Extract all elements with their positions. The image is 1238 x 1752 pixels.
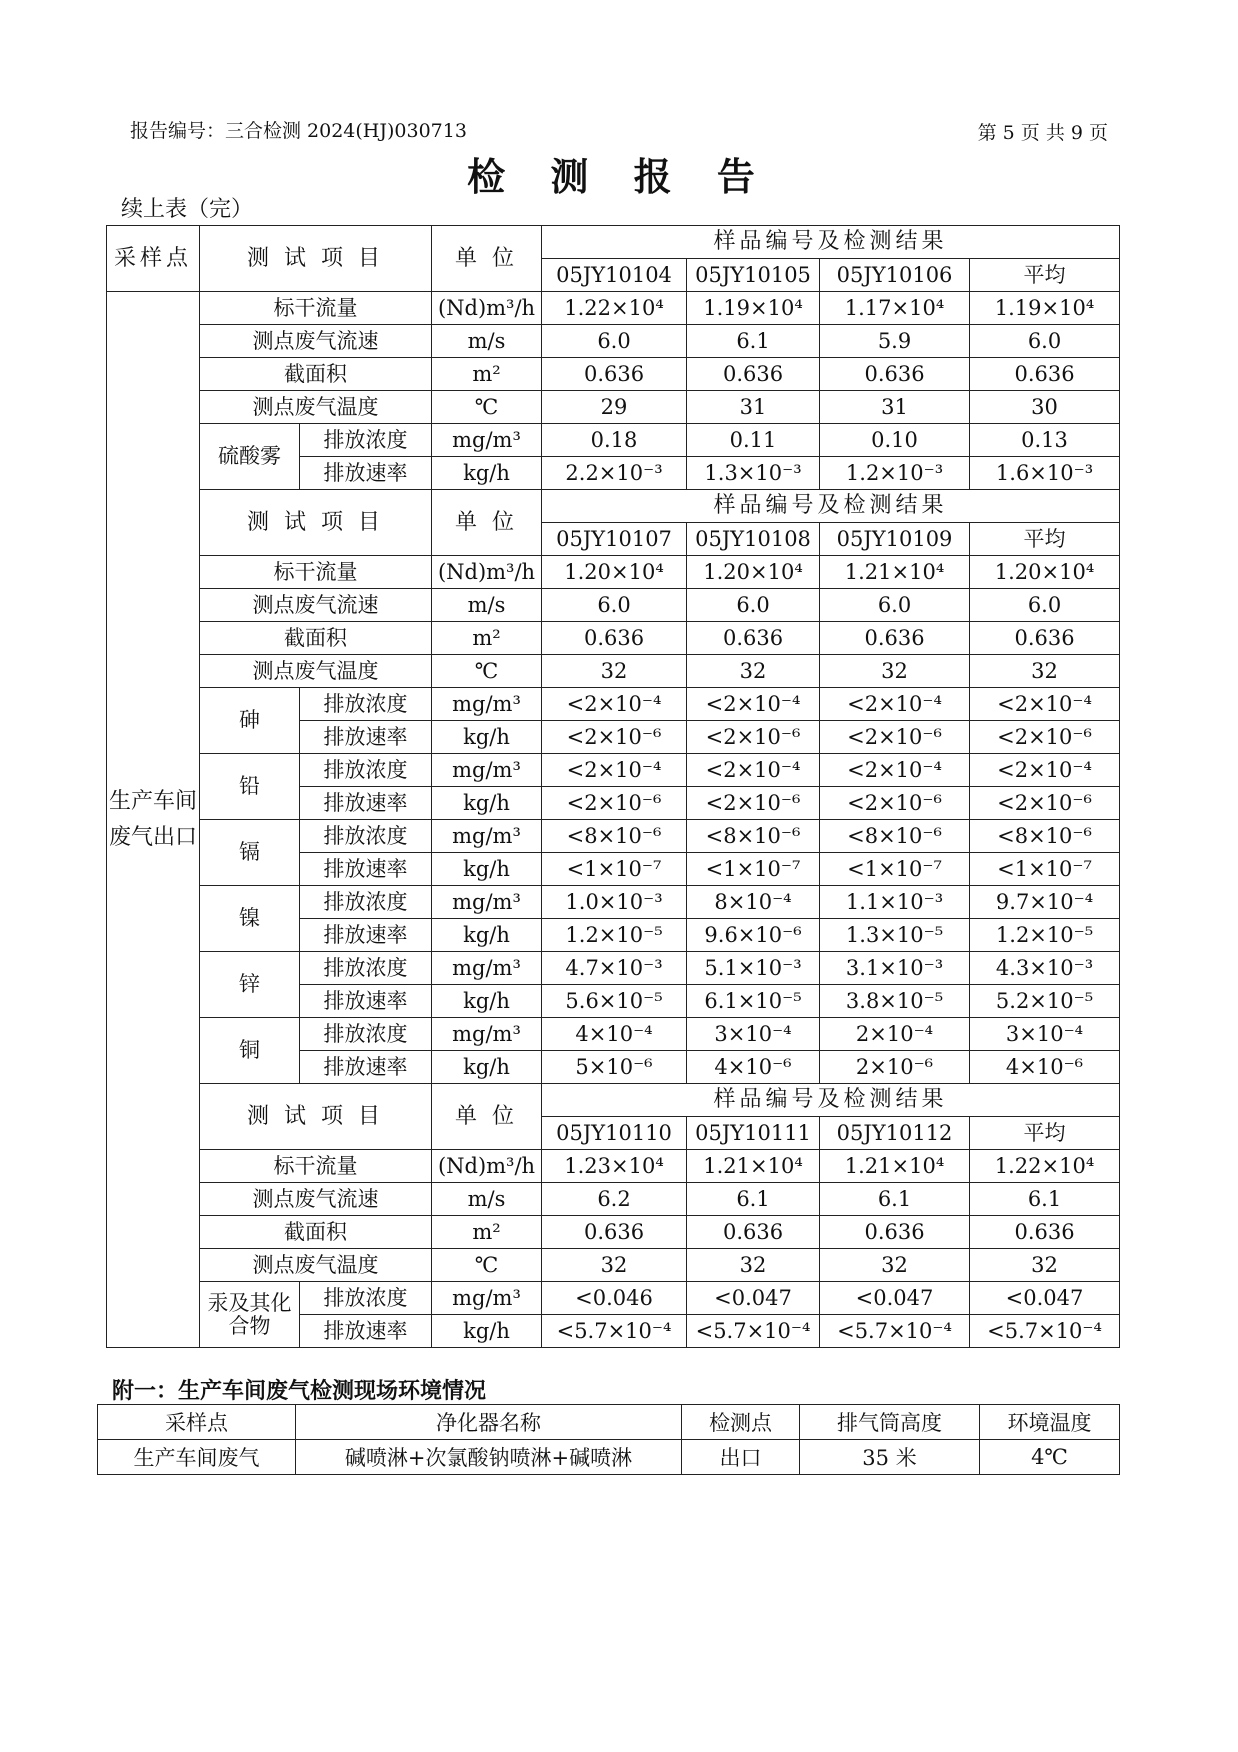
- value-cell: 1.22×10⁴: [542, 292, 687, 325]
- table-row: [107, 1150, 1120, 1183]
- sample-id-cell: 05JY10106: [820, 259, 970, 292]
- env-header-cell: 环境温度: [980, 1405, 1120, 1440]
- value-cell: 32: [970, 655, 1120, 688]
- table-row: [107, 820, 1120, 853]
- value-cell: 6.0: [820, 589, 970, 622]
- unit-cell: kg/h: [432, 787, 542, 820]
- unit-header: 单 位: [432, 490, 542, 556]
- value-cell: 1.20×10⁴: [687, 556, 820, 589]
- value-cell: <2×10⁻⁴: [687, 754, 820, 787]
- test-item-header: 测 试 项 目: [200, 490, 432, 556]
- value-cell: <8×10⁻⁶: [820, 820, 970, 853]
- test-item-cell: 排放速率: [300, 1051, 432, 1084]
- unit-cell: (Nd)m³/h: [432, 1150, 542, 1183]
- value-cell: <2×10⁻⁶: [542, 787, 687, 820]
- value-cell: 6.1×10⁻⁵: [687, 985, 820, 1018]
- test-item-header: 测 试 项 目: [200, 226, 432, 292]
- test-item-cell: 排放速率: [300, 1315, 432, 1348]
- table-row: [107, 556, 1120, 589]
- test-item-cell: 截面积: [200, 1216, 432, 1249]
- results-header: 样品编号及检测结果: [542, 226, 1120, 259]
- table-row: [107, 1249, 1120, 1282]
- test-item-cell: 排放浓度: [300, 424, 432, 457]
- test-item-cell: 排放速率: [300, 457, 432, 490]
- value-cell: 32: [820, 1249, 970, 1282]
- env-cell: 碱喷淋+次氯酸钠喷淋+碱喷淋: [296, 1440, 682, 1475]
- sample-id-cell: 05JY10108: [687, 523, 820, 556]
- value-cell: 3×10⁻⁴: [687, 1018, 820, 1051]
- value-cell: 1.21×10⁴: [687, 1150, 820, 1183]
- env-cell: 35 米: [800, 1440, 980, 1475]
- value-cell: 1.17×10⁴: [820, 292, 970, 325]
- value-cell: <5.7×10⁻⁴: [970, 1315, 1120, 1348]
- env-header-cell: 采样点: [98, 1405, 296, 1440]
- environment-header-row: [98, 1405, 1120, 1440]
- value-cell: 32: [970, 1249, 1120, 1282]
- results-header: 样品编号及检测结果: [542, 490, 1120, 523]
- value-cell: 0.636: [542, 622, 687, 655]
- value-cell: 6.0: [687, 589, 820, 622]
- value-cell: 1.20×10⁴: [542, 556, 687, 589]
- unit-cell: mg/m³: [432, 886, 542, 919]
- value-cell: <2×10⁻⁶: [970, 721, 1120, 754]
- unit-header: 单 位: [432, 226, 542, 292]
- table-row: [107, 1216, 1120, 1249]
- value-cell: <8×10⁻⁶: [687, 820, 820, 853]
- value-cell: 6.1: [687, 325, 820, 358]
- unit-cell: mg/m³: [432, 1018, 542, 1051]
- value-cell: 30: [970, 391, 1120, 424]
- value-cell: <0.047: [820, 1282, 970, 1315]
- env-cell: 出口: [682, 1440, 800, 1475]
- test-item-cell: 测点废气温度: [200, 391, 432, 424]
- value-cell: <5.7×10⁻⁴: [820, 1315, 970, 1348]
- value-cell: 0.13: [970, 424, 1120, 457]
- env-cell: 4℃: [980, 1440, 1120, 1475]
- test-item-cell: 排放速率: [300, 787, 432, 820]
- unit-cell: mg/m³: [432, 424, 542, 457]
- value-cell: 0.636: [542, 358, 687, 391]
- value-cell: <2×10⁻⁴: [970, 754, 1120, 787]
- value-cell: 9.6×10⁻⁶: [687, 919, 820, 952]
- unit-cell: m/s: [432, 589, 542, 622]
- value-cell: <1×10⁻⁷: [820, 853, 970, 886]
- test-item-cell: 排放浓度: [300, 1282, 432, 1315]
- value-cell: 6.0: [970, 325, 1120, 358]
- value-cell: 6.0: [542, 325, 687, 358]
- report-title: 检 测 报 告: [467, 154, 771, 199]
- env-header-cell: 排气筒高度: [800, 1405, 980, 1440]
- table-continuation-label: 续上表（完）: [121, 197, 254, 222]
- value-cell: 6.1: [970, 1183, 1120, 1216]
- value-cell: 4×10⁻⁶: [687, 1051, 820, 1084]
- value-cell: 0.636: [970, 358, 1120, 391]
- value-cell: <8×10⁻⁶: [542, 820, 687, 853]
- value-cell: <2×10⁻⁶: [687, 721, 820, 754]
- value-cell: 0.10: [820, 424, 970, 457]
- value-cell: 4.3×10⁻³: [970, 952, 1120, 985]
- table-row: [107, 655, 1120, 688]
- test-item-cell: 测点废气温度: [200, 1249, 432, 1282]
- unit-cell: kg/h: [432, 721, 542, 754]
- unit-cell: m²: [432, 358, 542, 391]
- sampling-point-header: 采样点: [107, 226, 200, 292]
- value-cell: 0.636: [820, 358, 970, 391]
- value-cell: 5.6×10⁻⁵: [542, 985, 687, 1018]
- results-header: 样品编号及检测结果: [542, 1084, 1120, 1117]
- value-cell: 32: [687, 655, 820, 688]
- value-cell: <1×10⁻⁷: [542, 853, 687, 886]
- test-item-cell: 截面积: [200, 358, 432, 391]
- test-item-cell: 排放速率: [300, 985, 432, 1018]
- value-cell: 0.18: [542, 424, 687, 457]
- test-item-cell: 排放浓度: [300, 754, 432, 787]
- value-cell: 1.19×10⁴: [970, 292, 1120, 325]
- unit-cell: m²: [432, 622, 542, 655]
- env-cell: 生产车间废气: [98, 1440, 296, 1475]
- unit-cell: mg/m³: [432, 952, 542, 985]
- unit-cell: kg/h: [432, 1315, 542, 1348]
- unit-cell: m/s: [432, 1183, 542, 1216]
- unit-cell: (Nd)m³/h: [432, 292, 542, 325]
- value-cell: 0.636: [820, 1216, 970, 1249]
- value-cell: 1.3×10⁻⁵: [820, 919, 970, 952]
- value-cell: <1×10⁻⁷: [970, 853, 1120, 886]
- value-cell: <0.047: [970, 1282, 1120, 1315]
- value-cell: 0.636: [970, 1216, 1120, 1249]
- value-cell: 1.23×10⁴: [542, 1150, 687, 1183]
- value-cell: 1.0×10⁻³: [542, 886, 687, 919]
- test-item-cell: 排放速率: [300, 721, 432, 754]
- value-cell: 1.1×10⁻³: [820, 886, 970, 919]
- value-cell: 5.2×10⁻⁵: [970, 985, 1120, 1018]
- sample-id-cell: 平均: [970, 1117, 1120, 1150]
- env-header-cell: 检测点: [682, 1405, 800, 1440]
- value-cell: 0.636: [687, 358, 820, 391]
- table-row: [107, 424, 1120, 457]
- value-cell: <2×10⁻⁴: [820, 688, 970, 721]
- value-cell: 6.1: [820, 1183, 970, 1216]
- value-cell: 1.21×10⁴: [820, 556, 970, 589]
- env-header-cell: 净化器名称: [296, 1405, 682, 1440]
- unit-cell: (Nd)m³/h: [432, 556, 542, 589]
- value-cell: <2×10⁻⁴: [820, 754, 970, 787]
- value-cell: 4×10⁻⁴: [542, 1018, 687, 1051]
- value-cell: 1.2×10⁻⁵: [970, 919, 1120, 952]
- table-row: [107, 325, 1120, 358]
- test-item-cell: 标干流量: [200, 556, 432, 589]
- test-item-cell: 排放速率: [300, 853, 432, 886]
- value-cell: 1.3×10⁻³: [687, 457, 820, 490]
- unit-cell: kg/h: [432, 853, 542, 886]
- environment-data-row: [98, 1440, 1120, 1475]
- value-cell: 5.9: [820, 325, 970, 358]
- value-cell: <2×10⁻⁶: [970, 787, 1120, 820]
- value-cell: 0.636: [970, 622, 1120, 655]
- test-item-cell: 排放浓度: [300, 1018, 432, 1051]
- value-cell: 29: [542, 391, 687, 424]
- sample-id-cell: 05JY10104: [542, 259, 687, 292]
- unit-cell: kg/h: [432, 985, 542, 1018]
- value-cell: 2×10⁻⁶: [820, 1051, 970, 1084]
- test-item-cell: 排放速率: [300, 919, 432, 952]
- value-cell: 1.22×10⁴: [970, 1150, 1120, 1183]
- test-item-cell: 排放浓度: [300, 952, 432, 985]
- unit-cell: kg/h: [432, 457, 542, 490]
- pollutant-name-cell: 锌: [200, 952, 300, 1018]
- value-cell: <2×10⁻⁶: [820, 721, 970, 754]
- value-cell: <2×10⁻⁶: [542, 721, 687, 754]
- unit-cell: kg/h: [432, 919, 542, 952]
- table-row: [107, 292, 1120, 325]
- table-row: [107, 688, 1120, 721]
- value-cell: 6.1: [687, 1183, 820, 1216]
- value-cell: 1.2×10⁻⁵: [542, 919, 687, 952]
- value-cell: 4×10⁻⁶: [970, 1051, 1120, 1084]
- value-cell: 5×10⁻⁶: [542, 1051, 687, 1084]
- test-item-cell: 测点废气温度: [200, 655, 432, 688]
- pollutant-name-cell: 铅: [200, 754, 300, 820]
- unit-cell: ℃: [432, 391, 542, 424]
- attachment-title: 附一：生产车间废气检测现场环境情况: [112, 1378, 487, 1404]
- value-cell: <0.046: [542, 1282, 687, 1315]
- value-cell: <5.7×10⁻⁴: [542, 1315, 687, 1348]
- test-item-cell: 排放浓度: [300, 688, 432, 721]
- value-cell: 32: [820, 655, 970, 688]
- test-item-cell: 排放浓度: [300, 820, 432, 853]
- sample-id-cell: 平均: [970, 259, 1120, 292]
- unit-cell: mg/m³: [432, 754, 542, 787]
- value-cell: <5.7×10⁻⁴: [687, 1315, 820, 1348]
- value-cell: <2×10⁻⁴: [542, 754, 687, 787]
- sample-id-cell: 05JY10112: [820, 1117, 970, 1150]
- value-cell: 32: [542, 1249, 687, 1282]
- value-cell: <2×10⁻⁴: [687, 688, 820, 721]
- value-cell: 0.11: [687, 424, 820, 457]
- unit-cell: ℃: [432, 655, 542, 688]
- value-cell: <0.047: [687, 1282, 820, 1315]
- table-row: [107, 391, 1120, 424]
- table-row: [107, 886, 1120, 919]
- unit-cell: m²: [432, 1216, 542, 1249]
- environment-table: [97, 1404, 1120, 1475]
- value-cell: 1.21×10⁴: [820, 1150, 970, 1183]
- table-row: [107, 754, 1120, 787]
- value-cell: 31: [820, 391, 970, 424]
- value-cell: <2×10⁻⁴: [970, 688, 1120, 721]
- value-cell: <2×10⁻⁶: [687, 787, 820, 820]
- value-cell: 3.1×10⁻³: [820, 952, 970, 985]
- value-cell: 31: [687, 391, 820, 424]
- value-cell: 6.0: [542, 589, 687, 622]
- test-item-cell: 标干流量: [200, 292, 432, 325]
- unit-cell: mg/m³: [432, 688, 542, 721]
- value-cell: <2×10⁻⁴: [542, 688, 687, 721]
- value-cell: 1.20×10⁴: [970, 556, 1120, 589]
- test-item-cell: 测点废气流速: [200, 1183, 432, 1216]
- value-cell: 1.2×10⁻³: [820, 457, 970, 490]
- value-cell: 0.636: [542, 1216, 687, 1249]
- pollutant-name-cell: 镉: [200, 820, 300, 886]
- section-header-row: [107, 1084, 1120, 1117]
- value-cell: 6.2: [542, 1183, 687, 1216]
- section-header-row: [107, 226, 1120, 259]
- page-info: 第 5 页 共 9 页: [977, 122, 1108, 144]
- test-item-cell: 测点废气流速: [200, 589, 432, 622]
- results-table: [106, 225, 1120, 1348]
- pollutant-name-cell: 砷: [200, 688, 300, 754]
- unit-header: 单 位: [432, 1084, 542, 1150]
- test-item-cell: 标干流量: [200, 1150, 432, 1183]
- report-number: 报告编号：三合检测 2024(HJ)030713: [130, 120, 467, 142]
- pollutant-name-cell: 汞及其化合物: [200, 1282, 300, 1348]
- value-cell: 2×10⁻⁴: [820, 1018, 970, 1051]
- sample-id-cell: 平均: [970, 523, 1120, 556]
- sample-id-cell: 05JY10109: [820, 523, 970, 556]
- value-cell: 3×10⁻⁴: [970, 1018, 1120, 1051]
- sample-id-cell: 05JY10105: [687, 259, 820, 292]
- test-item-cell: 测点废气流速: [200, 325, 432, 358]
- value-cell: 32: [542, 655, 687, 688]
- value-cell: 4.7×10⁻³: [542, 952, 687, 985]
- unit-cell: ℃: [432, 1249, 542, 1282]
- table-row: [107, 1018, 1120, 1051]
- sampling-point-cell: 生产车间废气出口: [107, 292, 200, 1348]
- value-cell: 3.8×10⁻⁵: [820, 985, 970, 1018]
- value-cell: <2×10⁻⁶: [820, 787, 970, 820]
- value-cell: <1×10⁻⁷: [687, 853, 820, 886]
- table-row: [107, 1183, 1120, 1216]
- value-cell: 9.7×10⁻⁴: [970, 886, 1120, 919]
- unit-cell: mg/m³: [432, 820, 542, 853]
- table-row: [107, 622, 1120, 655]
- section-header-row: [107, 490, 1120, 523]
- value-cell: 5.1×10⁻³: [687, 952, 820, 985]
- pollutant-name-cell: 硫酸雾: [200, 424, 300, 490]
- value-cell: 2.2×10⁻³: [542, 457, 687, 490]
- pollutant-name-cell: 铜: [200, 1018, 300, 1084]
- test-item-cell: 截面积: [200, 622, 432, 655]
- sample-id-cell: 05JY10107: [542, 523, 687, 556]
- value-cell: 0.636: [687, 1216, 820, 1249]
- value-cell: 0.636: [687, 622, 820, 655]
- test-item-header: 测 试 项 目: [200, 1084, 432, 1150]
- unit-cell: kg/h: [432, 1051, 542, 1084]
- table-row: [107, 1282, 1120, 1315]
- table-row: [107, 358, 1120, 391]
- value-cell: <8×10⁻⁶: [970, 820, 1120, 853]
- table-row: [107, 589, 1120, 622]
- test-item-cell: 排放浓度: [300, 886, 432, 919]
- unit-cell: m/s: [432, 325, 542, 358]
- table-row: [107, 952, 1120, 985]
- value-cell: 0.636: [820, 622, 970, 655]
- value-cell: 6.0: [970, 589, 1120, 622]
- value-cell: 1.6×10⁻³: [970, 457, 1120, 490]
- value-cell: 1.19×10⁴: [687, 292, 820, 325]
- value-cell: 8×10⁻⁴: [687, 886, 820, 919]
- sample-id-cell: 05JY10111: [687, 1117, 820, 1150]
- value-cell: 32: [687, 1249, 820, 1282]
- sample-id-cell: 05JY10110: [542, 1117, 687, 1150]
- unit-cell: mg/m³: [432, 1282, 542, 1315]
- pollutant-name-cell: 镍: [200, 886, 300, 952]
